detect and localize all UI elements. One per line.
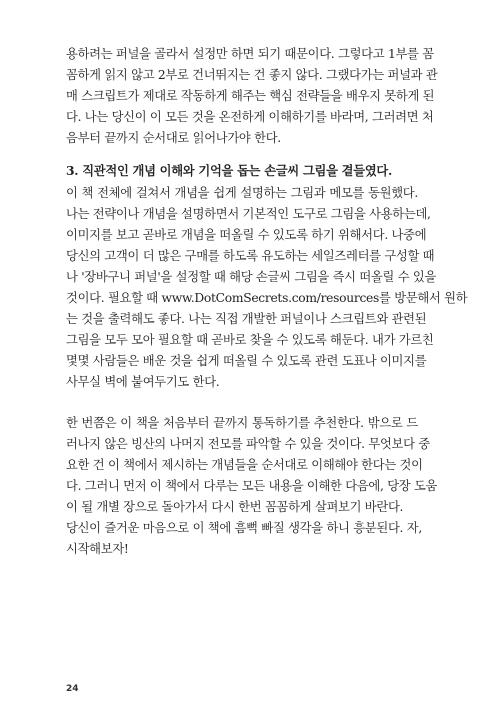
text-line: 는 것을 출력해도 좋다. 나는 직접 개발한 퍼널이나 스크립트와 관련된	[66, 312, 427, 326]
paragraph-illustrations	[66, 183, 468, 393]
text-line: 이 책 전체에 걸쳐서 개념을 쉽게 설명하는 그림과 메모를 동원했다.	[66, 186, 418, 200]
text-line: 이미지를 보고 곧바로 개념을 떠올릴 수 있도록 하기 위해서다. 나중에	[66, 228, 427, 242]
text-line: 이 될 개별 장으로 돌아가서 다시 한번 꼼꼼하게 살펴보기 바란다.	[66, 500, 404, 514]
section-heading: 3. 직관적인 개념 이해와 기억을 돕는 손글씨 그림을 곁들였다.	[66, 163, 392, 178]
text-line: 나는 전략이나 개념을 설명하면서 기본적인 도구로 그림을 사용하는데,	[66, 207, 431, 221]
paragraph-continuation	[66, 44, 438, 149]
text-line: 것이다. 필요할 때 www.DotComSecrets.com/resources를 방문해서 원하	[66, 291, 468, 305]
text-line: 한 번쯤은 이 책을 처음부터 끝까지 통독하기를 추천한다. 밖으로 드	[66, 416, 418, 430]
text-line: 몇몇 사람들은 배운 것을 쉽게 떠올릴 수 있도록 관련 도표나 이미지를	[66, 354, 427, 368]
page-number: 24	[66, 684, 79, 694]
text-line: 나 '장바구니 퍼널'을 설정할 때 해당 손글씨 그림을 즉시 떠올릴 수 있을	[66, 270, 437, 284]
text-line: 꼼하게 읽지 않고 2부로 건너뛰지는 건 좋지 않다. 그랬다가는 퍼널과 관	[66, 68, 438, 82]
text-line: 용하려는 퍼널을 골라서 설정만 하면 되기 때문이다. 그렇다고 1부를 꼼	[66, 47, 434, 61]
paragraph-recommendation	[66, 413, 438, 518]
text-line: 요한 건 이 책에서 제시하는 개념들을 순서대로 이해해야 한다는 것이	[66, 458, 423, 472]
text-line: 음부터 끝까지 순서대로 읽어나가야 한다.	[66, 131, 281, 145]
text-line: 다. 그러니 먼저 이 책에서 다루는 모든 내용을 이해한 다음에, 당장 도움	[66, 479, 438, 493]
text-line: 당신이 즐거운 마음으로 이 책에 흠뻑 빠질 생각을 하니 흥분된다. 자,	[66, 521, 422, 535]
paragraph-gap	[66, 393, 418, 413]
text-line: 사무실 벽에 붙여두기도 한다.	[66, 375, 220, 389]
page-body	[66, 44, 468, 560]
text-line: 러나지 않은 빙산의 나머지 전모를 파악할 수 있을 것이다. 무엇보다 중	[66, 437, 430, 451]
text-line: 그림을 모두 모아 필요할 때 곧바로 찾을 수 있도록 해둔다. 내가 가르친	[66, 333, 434, 347]
paragraph-closing	[66, 518, 422, 560]
text-line: 당신의 고객이 더 많은 구매를 하도록 유도하는 세일즈레터를 구성할 때	[66, 249, 435, 263]
text-line: 매 스크립트가 제대로 작동하게 해주는 핵심 전략들을 배우지 못하게 된	[66, 89, 435, 103]
text-line: 시작해보자!	[66, 542, 129, 556]
text-line: 다. 나는 당신이 이 모든 것을 온전하게 이해하기를 바라며, 그러려면 처	[66, 110, 434, 124]
